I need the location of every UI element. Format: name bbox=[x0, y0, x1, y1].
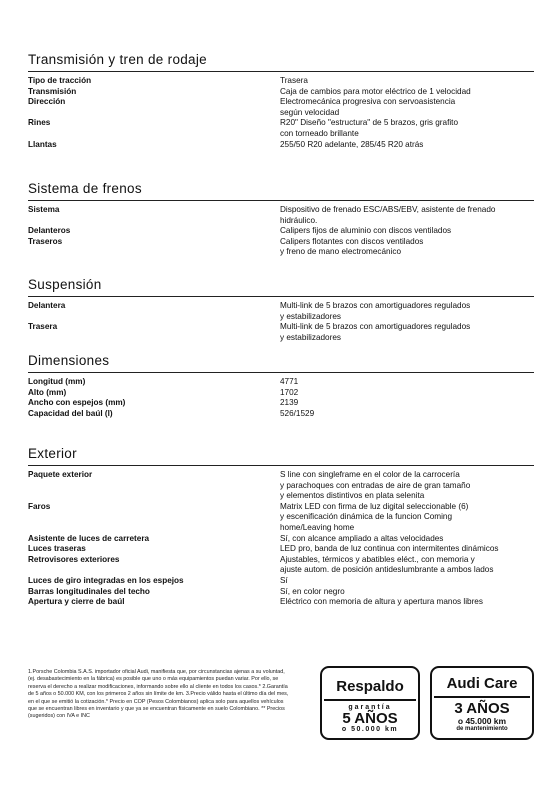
badge-years: 3 AÑOS bbox=[454, 700, 510, 717]
spec-row bbox=[28, 555, 534, 576]
spec-label: Transmisión bbox=[28, 86, 77, 96]
spec-label: Capacidad del baúl (l) bbox=[28, 408, 113, 418]
spec-label: Retrovisores exteriores bbox=[28, 554, 120, 564]
spec-label: Tipo de tracción bbox=[28, 76, 92, 85]
spec-row bbox=[28, 322, 534, 343]
spec-value: LED pro, banda de luz continua con intermitentes dinámicos bbox=[280, 544, 499, 554]
spec-value: R20" Diseño "estructura" de 5 brazos, gris grafito con torneado brillante bbox=[280, 118, 459, 138]
badge-km: o 45.000 km bbox=[457, 716, 507, 726]
spec-row bbox=[28, 502, 534, 534]
spec-row bbox=[28, 388, 534, 399]
spec-table bbox=[28, 301, 534, 343]
spec-label: Faros bbox=[28, 501, 51, 511]
spec-table bbox=[28, 470, 534, 608]
respaldo-warranty-badge bbox=[320, 666, 420, 740]
audi-care-badge bbox=[430, 666, 534, 740]
spec-row bbox=[28, 377, 534, 388]
badge-km: o 50.000 km bbox=[341, 726, 399, 733]
section-exterior bbox=[28, 446, 534, 608]
spec-label: Alto (mm) bbox=[28, 387, 67, 397]
spec-label: Apertura y cierre de baúl bbox=[28, 597, 125, 607]
section-suspension bbox=[28, 277, 534, 343]
spec-label: Luces de giro integradas en los espejos bbox=[28, 575, 184, 585]
spec-value: Multi-link de 5 brazos con amortiguadores regulados y estabilizadores bbox=[280, 322, 471, 342]
badge-note: de mantenimiento bbox=[456, 726, 508, 732]
spec-value: 255/50 R20 adelante, 285/45 R20 atrás bbox=[280, 139, 424, 149]
spec-table bbox=[28, 377, 534, 419]
spec-value: S line con singleframe en el color de la carrocería y parachoques con entradas de aire de gran tamaño y elementos distintivos en plata selenita bbox=[280, 470, 471, 501]
section-title: Dimensiones bbox=[28, 353, 534, 373]
spec-label: Trasera bbox=[28, 322, 58, 332]
spec-value: Sí bbox=[280, 575, 288, 585]
spec-label: Barras longitudinales del techo bbox=[28, 586, 150, 596]
spec-value: 526/1529 bbox=[280, 408, 315, 418]
spec-value: Calipers fijos de aluminio con discos ventilados bbox=[280, 226, 452, 236]
spec-row bbox=[28, 118, 534, 139]
spec-value: Trasera bbox=[280, 76, 308, 85]
spec-row bbox=[28, 87, 534, 98]
spec-row bbox=[28, 226, 534, 237]
spec-label: Delanteros bbox=[28, 226, 71, 236]
spec-row bbox=[28, 409, 534, 420]
spec-value: 1702 bbox=[280, 387, 299, 397]
spec-label: Longitud (mm) bbox=[28, 377, 86, 386]
spec-row bbox=[28, 470, 534, 502]
spec-label: Traseros bbox=[28, 236, 63, 246]
spec-value: Sí, con alcance ampliado a altas velocidades bbox=[280, 533, 444, 543]
spec-row bbox=[28, 205, 534, 226]
spec-row bbox=[28, 76, 534, 87]
spec-label: Ancho con espejos (mm) bbox=[28, 398, 126, 408]
spec-row bbox=[28, 140, 534, 151]
spec-value: Multi-link de 5 brazos con amortiguadores regulados y estabilizadores bbox=[280, 301, 471, 321]
badge-years: 5 AÑOS bbox=[342, 710, 398, 727]
spec-label: Asistente de luces de carretera bbox=[28, 533, 150, 543]
spec-row bbox=[28, 576, 534, 587]
spec-label: Rines bbox=[28, 118, 51, 128]
spec-label: Llantas bbox=[28, 139, 57, 149]
section-title: Sistema de frenos bbox=[28, 181, 534, 201]
spec-label: Paquete exterior bbox=[28, 470, 93, 479]
spec-table bbox=[28, 205, 534, 258]
spec-row bbox=[28, 97, 534, 118]
spec-label: Luces traseras bbox=[28, 544, 86, 554]
spec-value: 4771 bbox=[280, 377, 299, 386]
spec-row bbox=[28, 398, 534, 409]
spec-value: Dispositivo de frenado ESC/ABS/EBV, asistente de frenado hidráulico. bbox=[280, 205, 496, 225]
section-transmision bbox=[28, 52, 534, 150]
section-frenos bbox=[28, 181, 534, 258]
spec-row bbox=[28, 597, 534, 608]
spec-value: Eléctrico con memoria de altura y apertura manos libres bbox=[280, 597, 483, 607]
spec-value: Ajustables, térmicos y abatibles eléct., con memoria y ajuste autom. de posición antideslumbrante a ambos lados bbox=[280, 554, 494, 575]
section-title: Suspensión bbox=[28, 277, 534, 297]
spec-value: Matrix LED con firma de luz digital seleccionable (6) y escenificación dinámica de la funcion Coming home/Leaving home bbox=[280, 501, 469, 532]
badge-title: Audi Care bbox=[434, 668, 530, 698]
section-title: Transmisión y tren de rodaje bbox=[28, 52, 534, 72]
spec-label: Dirección bbox=[28, 97, 66, 107]
spec-row bbox=[28, 534, 534, 545]
spec-value: Electromecánica progresiva con servoasistencia según velocidad bbox=[280, 97, 456, 117]
spec-label: Sistema bbox=[28, 205, 60, 214]
spec-value: Calipers flotantes con discos ventilados y freno de mano electromecánico bbox=[280, 236, 424, 257]
spec-row bbox=[28, 544, 534, 555]
badge-title: Respaldo bbox=[324, 668, 416, 701]
spec-row bbox=[28, 587, 534, 598]
section-dimensiones bbox=[28, 353, 534, 419]
section-title: Exterior bbox=[28, 446, 534, 466]
spec-value: 2139 bbox=[280, 398, 299, 408]
spec-table bbox=[28, 76, 534, 150]
spec-value: Sí, en color negro bbox=[280, 586, 345, 596]
spec-row bbox=[28, 301, 534, 322]
badge-subtitle: garantía bbox=[348, 704, 392, 711]
spec-value: Caja de cambios para motor eléctrico de 1 velocidad bbox=[280, 86, 471, 96]
legal-footnote: 1.Porsche Colombia S.A.S. importador oficial Audi, manifiesta que, por circunstancias ajenas a su voluntad, (ej. desabastecimiento en la fábrica) es posible que uno o más equipamientos puedan variar. Por ello, se reserva el derecho a realizar modificaciones, informando sobre ello al cliente en todos los casos.* 2.Garantía de 5 años o 50.000 KM, con los primeros 2 años sin límite de km. 3.Precio válido hasta el último día del mes, en el que se emitió la cotización.* Precio en COP (Pesos Colombianos) aplica solo para aquellos vehículos que se encuentran libres en inventario y que ya se encuentran físicamente en suelo Colombiano. ** Precios (sugeridos) con IVA e INC bbox=[28, 669, 289, 720]
spec-row bbox=[28, 237, 534, 258]
spec-label: Delantera bbox=[28, 301, 66, 310]
